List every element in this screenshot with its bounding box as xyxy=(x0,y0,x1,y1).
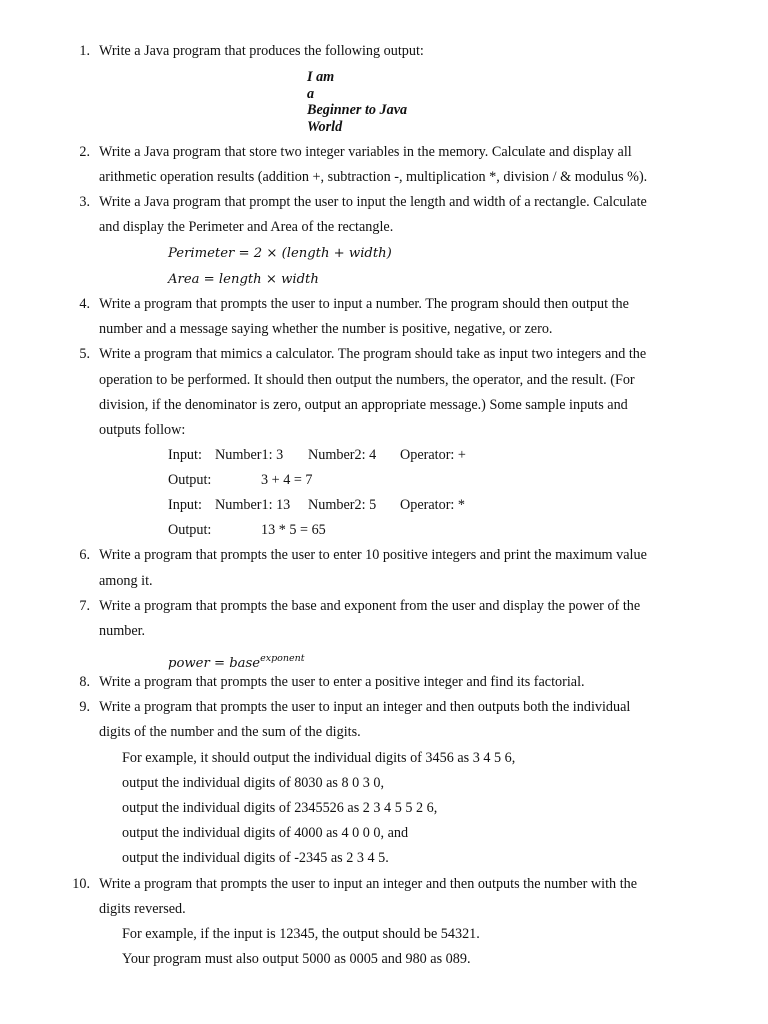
question-text: and display the Perimeter and Area of the rectangle. xyxy=(99,219,394,235)
sample-number2: Number2: 4 xyxy=(308,447,377,463)
question-number: 1. xyxy=(79,43,90,59)
reverse-example: For example, if the input is 12345, the output should be 54321. xyxy=(122,926,480,942)
question-number: 4. xyxy=(79,296,90,312)
reverse-example: Your program must also output 5000 as 0005 and 980 as 089. xyxy=(122,951,471,967)
question-text: digits reversed. xyxy=(99,901,186,917)
power-formula xyxy=(168,650,305,672)
question-text: outputs follow: xyxy=(99,422,186,438)
question-text: number and a message saying whether the number is positive, negative, or zero. xyxy=(99,321,553,337)
sample-number2: Number2: 5 xyxy=(308,497,377,513)
question-text: among it. xyxy=(99,573,153,589)
sample-label: Input: xyxy=(168,497,202,513)
power-formula-base: power = base xyxy=(168,656,261,671)
sample-operator: Operator: + xyxy=(400,447,466,463)
question-number: 6. xyxy=(79,547,90,563)
question-number: 2. xyxy=(79,144,90,160)
question-text: Write a program that mimics a calculator. The program should take as input two integers and the xyxy=(99,346,647,362)
sample-label: Output: xyxy=(168,472,212,488)
question-text: Write a Java program that prompt the user to input the length and width of a rectangle. Calculate xyxy=(99,194,647,210)
question-text: Write a program that prompts the base and exponent from the user and display the power of the xyxy=(99,598,641,614)
question-text: digits of the number and the sum of the digits. xyxy=(99,724,361,740)
question-number: 7. xyxy=(79,598,90,614)
question-text: operation to be performed. It should then output the numbers, the operator, and the result. (For xyxy=(99,372,635,388)
question-number: 10. xyxy=(72,876,90,892)
question-text: Write a Java program that produces the following output: xyxy=(99,43,424,59)
question-text: Write a program that prompts the user to input an integer and then outputs the number with the xyxy=(99,876,638,892)
question-text: Write a Java program that store two integer variables in the memory. Calculate and display all xyxy=(99,144,632,160)
question-text: Write a program that prompts the user to input an integer and then outputs both the individual xyxy=(99,699,631,715)
digit-example: For example, it should output the individual digits of 3456 as 3 4 5 6, xyxy=(122,750,516,766)
output-line: World xyxy=(307,119,343,135)
sample-label: Input: xyxy=(168,447,202,463)
question-text: arithmetic operation results (addition +, subtraction -, multiplication *, division / & modulus %). xyxy=(99,169,648,185)
power-formula-exponent: exponent xyxy=(260,653,305,664)
question-text: Write a program that prompts the user to enter a positive integer and find its factorial. xyxy=(99,674,585,690)
output-line: a xyxy=(307,86,315,102)
sample-result: 13 * 5 = 65 xyxy=(261,522,326,538)
digit-example: output the individual digits of 2345526 as 2 3 4 5 5 2 6, xyxy=(122,800,438,816)
output-line: I am xyxy=(307,69,335,85)
perimeter-formula: Perimeter = 2 × (length + width) xyxy=(168,246,392,261)
question-number: 5. xyxy=(79,346,90,362)
digit-example: output the individual digits of -2345 as 2 3 4 5. xyxy=(122,850,389,866)
area-formula: Area = length × width xyxy=(168,272,319,287)
output-line: Beginner to Java xyxy=(307,102,408,118)
question-number: 9. xyxy=(79,699,90,715)
digit-example: output the individual digits of 8030 as 8 0 3 0, xyxy=(122,775,385,791)
sample-number1: Number1: 13 xyxy=(215,497,291,513)
sample-label: Output: xyxy=(168,522,212,538)
question-number: 8. xyxy=(79,674,90,690)
question-text: number. xyxy=(99,623,146,639)
sample-result: 3 + 4 = 7 xyxy=(261,472,313,488)
question-text: division, if the denominator is zero, output an appropriate message.) Some sample inputs and xyxy=(99,397,628,413)
question-text: Write a program that prompts the user to input a number. The program should then output the xyxy=(99,296,629,312)
sample-operator: Operator: * xyxy=(400,497,466,513)
sample-number1: Number1: 3 xyxy=(215,447,284,463)
digit-example: output the individual digits of 4000 as 4 0 0 0, and xyxy=(122,825,409,841)
question-number: 3. xyxy=(79,194,90,210)
question-text: Write a program that prompts the user to enter 10 positive integers and print the maximum value xyxy=(99,547,647,563)
